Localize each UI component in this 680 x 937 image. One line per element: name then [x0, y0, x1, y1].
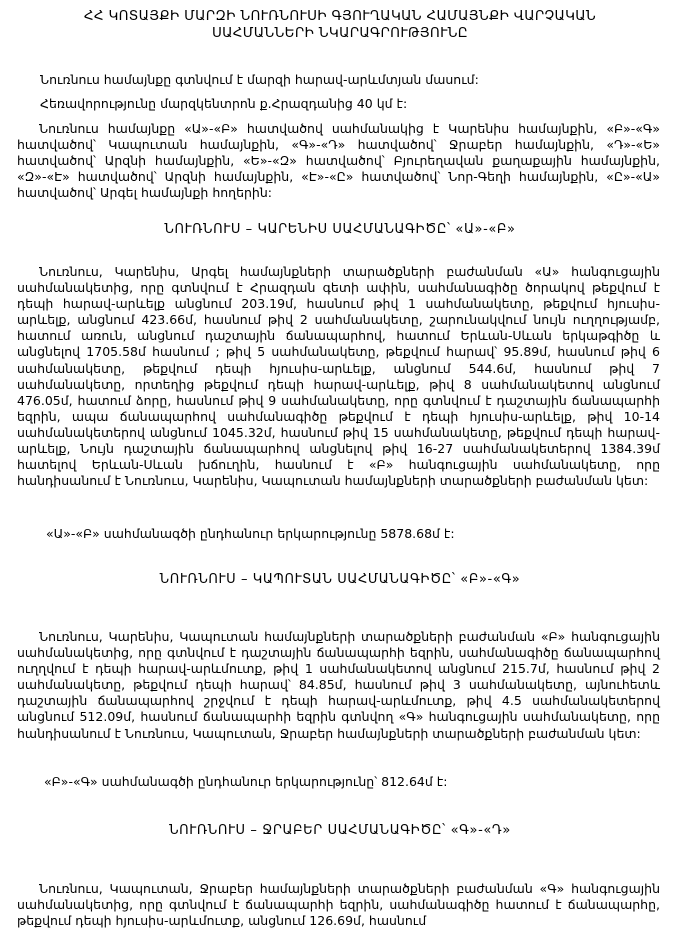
section-body-a-b-text: Նուռնուս, Կարենիս, Արգել համայնքների տարածքների բաժանման «Ա» հանգուցային սահմանակետից, որը գտնվում է Հրազդան գետի ափին, սահմանագիծը ծորակով թեքվում է դեպի հարավ-արևելք անցնում 203.19մ, հասնում թիվ 1 սահմանակետը, թեքվում հյուսիս-արևելք, անցնում 423.66մ, հասնում թիվ 2 սահմանակետը, շարունակվում նույն ուղղությամբ, հատում առուն, անցնում դաշտային ճանապարհով, հատում Երևան-Սևան երկաթգիծը և անցնելով 1705.58մ հասնում ; թիվ 5 սահմանակետը, թեքվում հարավ՝ 95.89մ, հասնում թիվ 6 սահմանակետը, թեքվում դեպի հյուսիս-արևելք, անցնում 544.6մ, հասնում թիվ 7 սահմանակետը, որտեղից թեքվում դեպի հարավ-արևելք, թիվ 8 սահմանակետով անցնում 476.05մ, հատում ձորը, հասնում թիվ 9 սահմանակետը, որը գտնվում է դաշտային ճանապարհի եզրին, ապա ճանապարհով սահմանագիծը թեքվում է դեպի հյուսիս-արևելք, թիվ 10-14 սահմանակետերով անցնում 1045.32մ, հասնում թիվ 15 սահմանակետը, թեքվում դեպի հարավ-արևելք, Նույն դաշտային ճանապարհով անցնելով թիվ 16-27 սահմանակետերով 1384.39մ հատելով Երևան-Սևան խճուղին, հասնում է «Բ» հանգուցային սահմանակետը, որը հանդիսանում է Նուռնուս, Կարենիս, Կապուտան համայնքների տարածքների բաժանման կետ: [17, 264, 660, 489]
section-body-a-b [17, 264, 660, 489]
document-title: ՀՀ ԿՈՏԱՅՔԻ ՄԱՐԶԻ ՆՈՒՌՆՈՒՍԻ ԳՅՈՒՂԱԿԱՆ ՀԱՄԱՅՆՔԻ ՎԱՐՉԱԿԱՆ ՍԱՀՄԱՆՆԵՐԻ ՆԿԱՐԱԳՐՈՒԹՅՈՒՆԸ [83, 8, 597, 41]
section-total-a-b: «Ա»-«Բ» սահմանագծի ընդհանուր երկարությունը 5878.68մ է: [46, 526, 455, 541]
section-heading-c-d: ՆՈՒՌՆՈՒՍ – ՋՐԱԲԵՐ ՍԱՀՄԱՆԱԳԻԾԸ՝ «Գ»-«Դ» [169, 823, 511, 838]
neighbors-paragraph [17, 121, 660, 201]
section-body-c-d [17, 881, 660, 929]
section-body-b-c-text: Նուռնուս, Կարենիս, Կապուտան համայնքների տարածքների բաժանման «Բ» հանգուցային սահմանակետից, որը գտնվում է դաշտային ճանապարհի եզրին, սահմանագիծը ճանապարհով ուղղվում է դեպի հարավ-արևմուտք, թիվ 1 սահմանակետով անցնում 215.7մ, հասնում թիվ 2 սահմանակետը, թեքվում դեպի հարավ՝ 84.85մ, հասնում թիվ 3 սահմանակետը, այնուհետև դաշտային ճանապարհով շրջվում է դեպի հարավ-արևմուտք, թիվ 4.5 սահմանակետերով անցնում 512.09մ, հասնում ճանապարհի եզրին գտնվող «Գ» հանգուցային սահմանակետը, որը հանդիսանում է Նուռնուս, Կապուտան, Ջրաբեր համայնքների տարածքների բաժանման կետ: [17, 629, 660, 741]
section-heading-b-c: ՆՈՒՌՆՈՒՍ – ԿԱՊՈՒՏԱՆ ՍԱՀՄԱՆԱԳԻԾԸ՝ «Բ»-«Գ» [159, 572, 521, 587]
section-body-b-c [17, 629, 660, 742]
intro-location: Նուռնուս համայնքը գտնվում է մարզի հարավ-արևմտյան մասում: [40, 72, 479, 87]
neighbors-paragraph-text: Նուռնուս համայնքը «Ա»-«Բ» հատվածով սահմանակից է Կարենիս համայնքին, «Բ»-«Գ» հատվածով՝ Կապուտան համայնքին, «Գ»-«Դ» հատվածով՝ Ջրաբեր համայնքին, «Դ»-«Ե» հատվածով՝ Արզնի համայնքին, «Ե»-«Զ» հատվածով՝ Բյուրեղավան քաղաքային համայնքին, «Զ»-«Է» հատվածով՝ Արզնի համայնքին, «Է»-«Ը» հատվածով՝ Նոր-Գեղի համայնքին, «Ը»-«Ա» հատվածով՝ Արգել համայնքի հողերին: [17, 121, 660, 201]
intro-distance: Հեռավորությունը մարզկենտրոն ք.Հրազդանից 40 կմ է: [40, 96, 408, 111]
section-body-c-d-text: Նուռնուս, Կապուտան, Ջրաբեր համայնքների տարածքների բաժանման «Գ» հանգուցային սահմանակետից, որը գտնվում է ճանապարհի եզրին, սահմանագիծը հատում է ճանապարհը, թեքվում դեպի հյուսիս-արևմուտք, անցնում 126.69մ, հասնում [17, 881, 660, 929]
section-heading-a-b: ՆՈՒՌՆՈՒՍ – ԿԱՐԵՆԻՍ ՍԱՀՄԱՆԱԳԻԾԸ՝ «Ա»-«Բ» [164, 222, 516, 237]
section-total-b-c: «Բ»-«Գ» սահմանագծի ընդհանուր երկարությունը՝ 812.64մ է: [44, 774, 448, 789]
